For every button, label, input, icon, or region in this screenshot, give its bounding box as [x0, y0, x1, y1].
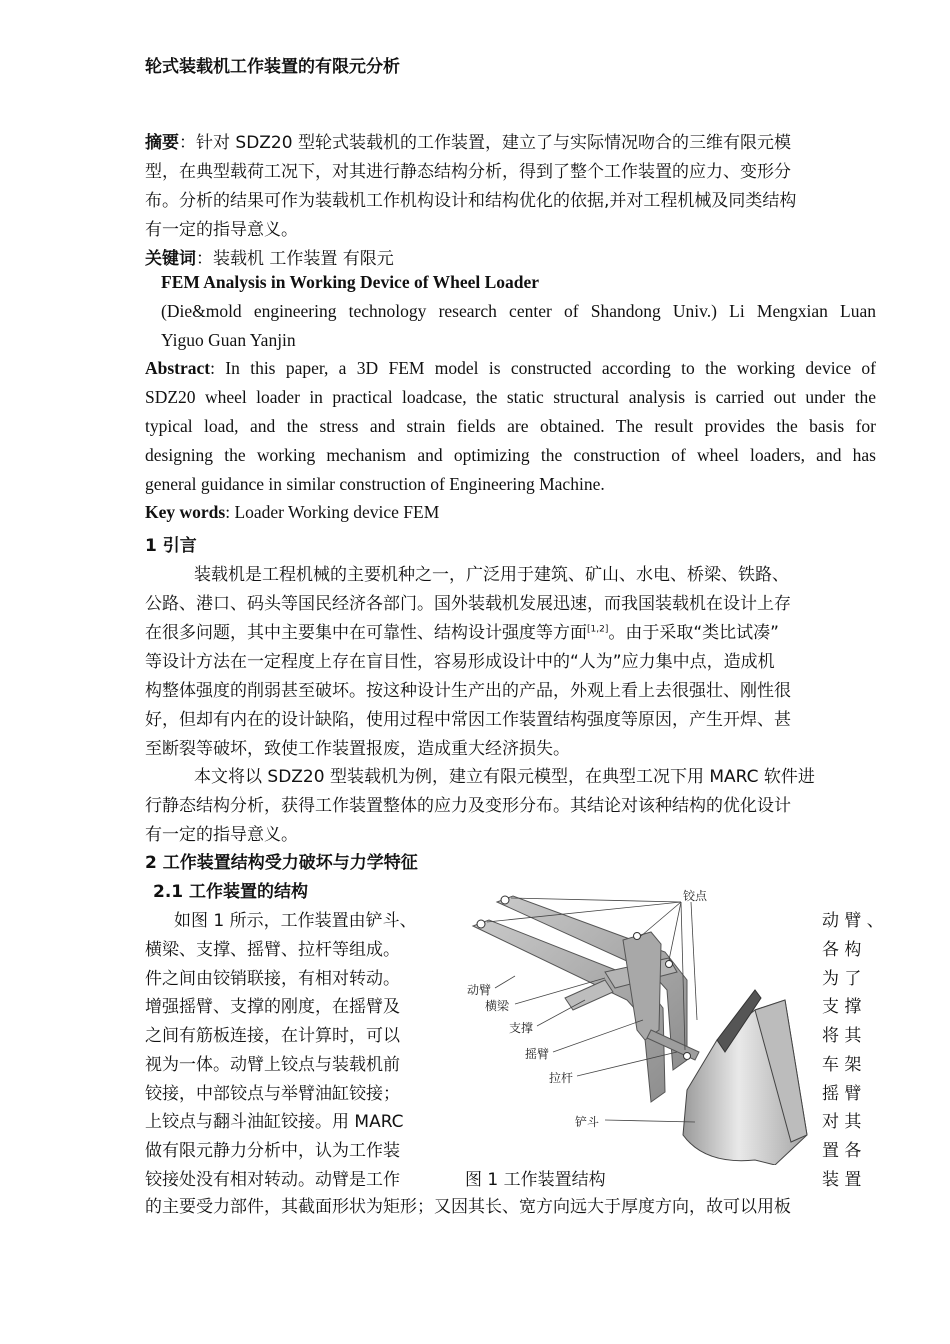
abstract-en-line: SDZ20 wheel loader in practical loadcase, the static structural analysis is carried out under the — [145, 387, 876, 407]
abstract-cn-label: 摘要 — [145, 133, 179, 153]
abstract-en-line: typical load, and the stress and strain fields are obtained. The result provides the basis for — [145, 416, 876, 436]
label-crossbeam: 横梁 — [485, 999, 510, 1013]
keywords-cn-label: 关键词 — [145, 249, 196, 269]
section-1-heading: 1 引言 — [145, 536, 197, 556]
hinge-point — [634, 933, 641, 940]
abstract-en-line: Abstract: In this paper, a 3D FEM model is constructed according to the working device of — [145, 358, 876, 378]
section-1-line: 装载机是工程机械的主要机种之一，广泛用于建筑、矿山、水电、桥梁、铁路、 — [194, 565, 789, 585]
section-2-left-line: 如图 1 所示，工作装置由铲斗、 — [174, 911, 417, 931]
section-2-left-line: 件之间由铰销联接，有相对转动。 — [145, 969, 400, 989]
abstract-cn-line: 有一定的指导意义。 — [145, 220, 298, 240]
keywords-en: Key words: Loader Working device FEM — [145, 502, 440, 522]
citation: [1,2] — [587, 624, 609, 635]
figure-1-loader-drawing — [455, 880, 815, 1165]
section-1-line: 公路、港口、码头等国民经济各部门。国外装载机发展迅速，而我国装载机在设计上存 — [145, 594, 791, 614]
section-1-line: 至断裂等破坏，致使工作装置报废，造成重大经济损失。 — [145, 739, 570, 759]
keywords-en-label: Key words — [145, 502, 226, 522]
section-1-line: 好，但却有内在的设计缺陷，使用过程中常因工作装置结构强度等原因，产生开焊、甚 — [145, 710, 791, 730]
figure-1-caption: 图 1 工作装置结构 — [465, 1170, 606, 1190]
hinge-point — [666, 961, 673, 968]
section-2-left-line: 增强摇臂、支撑的刚度，在摇臂及 — [145, 997, 400, 1017]
abstract-en-line: designing the working mechanism and optimizing the construction of wheel loaders, and has — [145, 445, 876, 465]
hinge-point — [501, 896, 509, 904]
section-2-left-line: 铰接，中部铰点与举臂油缸铰接； — [145, 1084, 400, 1104]
abstract-en-label: Abstract — [145, 358, 211, 378]
section-2-right-word: 动 臂 、 — [822, 911, 884, 931]
page-title: 轮式装载机工作装置的有限元分析 — [145, 57, 400, 77]
section-2-left-line: 之间有筋板连接，在计算时，可以 — [145, 1026, 400, 1046]
affiliation-line: Yiguo Guan Yanjin — [161, 330, 296, 350]
section-2-1-heading: 2.1 工作装置的结构 — [153, 882, 309, 902]
section-2-right-word: 支 撑 — [822, 997, 862, 1017]
abstract-cn-line: 摘要：针对 SDZ20 型轮式装载机的工作装置，建立了与实际情况吻合的三维有限元模 — [145, 133, 791, 153]
section-2-left-line: 做有限元静力分析中，认为工作装 — [145, 1141, 400, 1161]
abstract-cn-line: 型，在典型载荷工况下，对其进行静态结构分析，得到了整个工作装置的应力、变形分 — [145, 162, 791, 182]
label-hinge: 铰点 — [683, 889, 708, 903]
section-1-line: 等设计方法在一定程度上存在盲目性，容易形成设计中的“人为”应力集中点，造成机 — [145, 652, 775, 672]
section-2-right-word: 摇 臂 — [822, 1084, 862, 1104]
hinge-point — [477, 920, 485, 928]
label-link: 拉杆 — [549, 1071, 574, 1085]
section-1-line: 构整体强度的削弱甚至破坏。按这种设计生产出的产品，外观上看上去很强壮、刚性很 — [145, 681, 791, 701]
section-2-left-line: 视为一体。动臂上铰点与装载机前 — [145, 1055, 400, 1075]
section-2-right-word: 各 构 — [822, 940, 862, 960]
label-rocker: 摇臂 — [525, 1047, 550, 1061]
support — [565, 980, 613, 1010]
section-2-left-line: 铰接处没有相对转动。动臂是工作 — [145, 1170, 400, 1190]
section-2-right-word: 装 置 — [822, 1170, 862, 1190]
keywords-cn: 关键词：装载机 工作装置 有限元 — [145, 249, 394, 269]
hinge-point — [684, 1053, 691, 1060]
section-2-right-word: 车 架 — [822, 1055, 862, 1075]
section-1-line: 在很多问题，其中主要集中在可靠性、结构设计强度等方面[1,2]。由于采取“类比试凑” — [145, 623, 779, 643]
abstract-cn-line: 布。分析的结果可作为装载机工作机构设计和结构优化的依据,并对工程机械及同类结构 — [145, 191, 797, 211]
section-2-right-word: 为 了 — [822, 969, 862, 989]
affiliation-line: (Die&mold engineering technology research center of Shandong Univ.) Li Mengxian Luan — [161, 301, 876, 321]
label-boom: 动臂 — [467, 983, 492, 997]
section-2-heading: 2 工作装置结构受力破坏与力学特征 — [145, 853, 418, 873]
english-title: FEM Analysis in Working Device of Wheel Loader — [161, 272, 540, 292]
section-1-line: 行静态结构分析，获得工作装置整体的应力及变形分布。其结论对该种结构的优化设计 — [145, 796, 791, 816]
section-2-last-line: 的主要受力部件，其截面形状为矩形；又因其长、宽方向远大于厚度方向，故可以用板 — [145, 1197, 791, 1217]
label-bucket: 铲斗 — [575, 1115, 600, 1129]
section-1-line: 有一定的指导意义。 — [145, 825, 298, 845]
section-2-left-line: 横梁、支撑、摇臂、拉杆等组成。 — [145, 940, 400, 960]
section-2-right-word: 将 其 — [822, 1026, 862, 1046]
section-2-right-word: 置 各 — [822, 1141, 862, 1161]
section-1-line: 本文将以 SDZ20 型装载机为例，建立有限元模型，在典型工况下用 MARC 软件进 — [194, 767, 815, 787]
section-2-right-word: 对 其 — [822, 1112, 862, 1132]
label-support: 支撑 — [509, 1021, 534, 1035]
section-2-left-line: 上铰点与翻斗油缸铰接。用 MARC — [145, 1112, 404, 1132]
abstract-en-line: general guidance in similar construction of Engineering Machine. — [145, 474, 605, 494]
